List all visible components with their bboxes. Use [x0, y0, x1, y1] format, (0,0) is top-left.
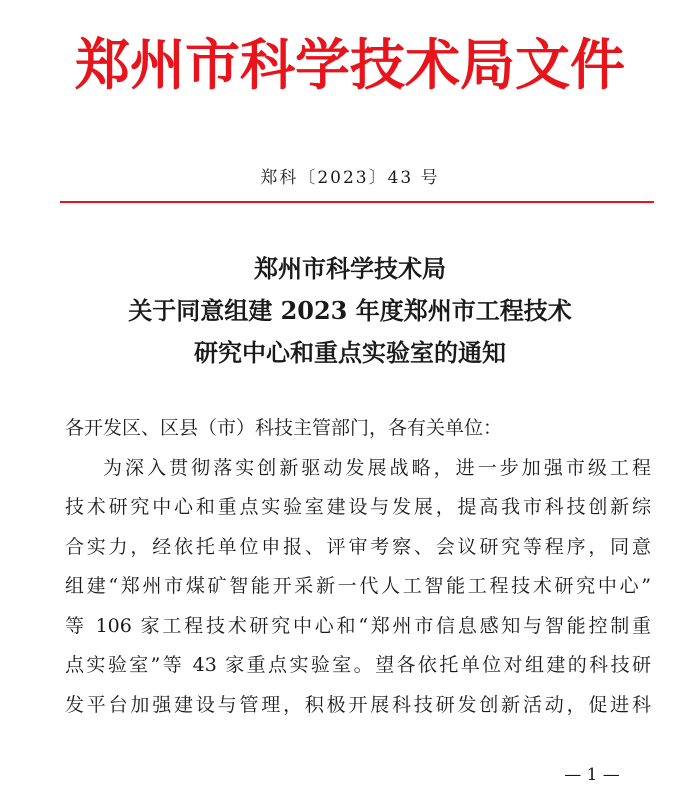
title-line-1: 郑州市科学技术局	[254, 254, 446, 283]
page-number: — 1 —	[564, 765, 620, 785]
paragraph-line: 点实验室”等 43 家重点实验室。望各依托单位对组建的科技研	[65, 654, 651, 676]
paragraph-line: 技术研究中心和重点实验室建设与发展，提高我市科技创新综	[65, 496, 651, 518]
notice-body	[65, 409, 651, 725]
document-header-title: 郑州市科学技术局文件	[74, 32, 625, 97]
paragraph-line: 等 106 家工程技术研究中心和“郑州市信息感知与智能控制重	[65, 614, 651, 637]
title-line-2: 关于同意组建 2023 年度郑州市工程技术	[128, 296, 572, 325]
paragraph-line: 合实力，经依托单位申报、评审考察、会议研究等程序，同意	[65, 535, 651, 558]
paragraph-line: 为深入贯彻落实创新驱动发展战略，进一步加强市级工程	[103, 456, 651, 479]
paragraph-line: 组建“郑州市煤矿智能开采新一代人工智能工程技术研究中心”	[65, 575, 651, 597]
document-number: 郑科〔2023〕43 号	[260, 168, 440, 188]
paragraph-line: 发平台加强建设与管理，积极开展科技研发创新活动，促进科	[65, 693, 651, 716]
salutation: 各开发区、区县（市）科技主管部门，各有关单位：	[65, 417, 503, 439]
notice-title	[0, 248, 700, 374]
red-separator-line	[60, 201, 654, 203]
title-line-3: 研究中心和重点实验室的通知	[194, 338, 506, 367]
